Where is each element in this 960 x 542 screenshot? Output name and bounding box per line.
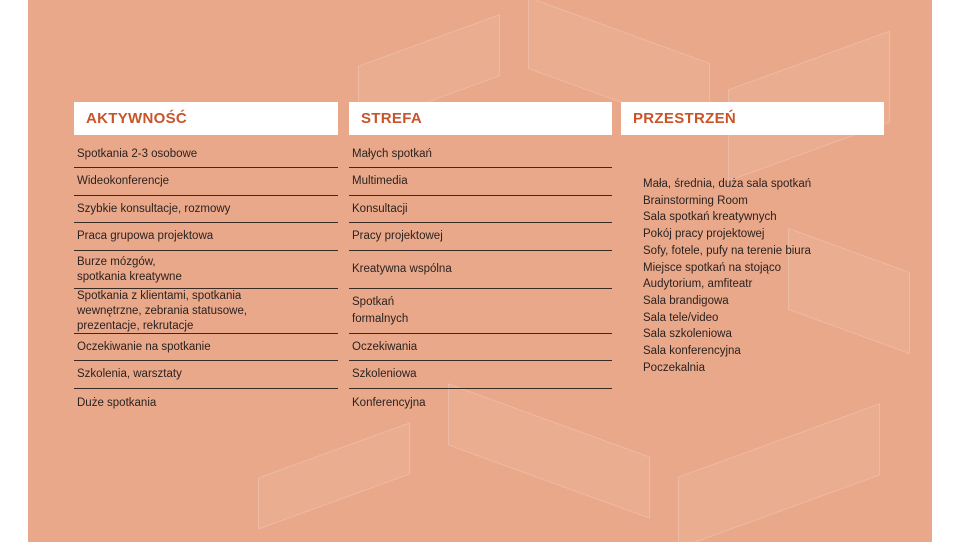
table-row (349, 361, 612, 389)
table-row (74, 389, 338, 417)
zone-cell: Szkoleniowa (352, 368, 417, 380)
zone-header (349, 102, 612, 135)
activity-header (74, 102, 338, 135)
zone-title: STREFA (361, 110, 422, 127)
space-list (643, 176, 811, 376)
activity-cell: Wideokonferencje (77, 175, 170, 187)
activity-cell: Duże spotkania (77, 396, 157, 409)
list-item: Miejsce spotkań na stojąco (643, 261, 782, 274)
activity-cell: Spotkania 2-3 osobowe (77, 147, 198, 160)
table-row (349, 251, 612, 289)
list-item: Audytorium, amfiteatr (643, 278, 753, 291)
list-item: Mała, średnia, duża sala spotkań (643, 178, 812, 190)
table-row (349, 389, 612, 417)
table-row (349, 289, 612, 334)
background-illustration (258, 422, 410, 529)
zone-cell: Konferencyjna (352, 396, 426, 409)
table-row (349, 223, 612, 251)
table-row (349, 334, 612, 361)
table-row (74, 361, 338, 389)
zone-cell: Multimedia (352, 175, 408, 187)
list-item: Sala brandigowa (643, 294, 729, 307)
list-item: Sala spotkań kreatywnych (643, 211, 777, 224)
activity-cell: Szkolenia, warsztaty (77, 368, 182, 380)
zone-cell: Małych spotkań (352, 147, 432, 160)
table-row (74, 168, 338, 196)
zone-cell: Oczekiwania (352, 340, 418, 353)
table-row (349, 141, 612, 168)
zone-cell: Pracy projektowej (352, 230, 443, 242)
background-illustration (678, 403, 880, 542)
table-row (74, 223, 338, 251)
list-item: Sala szkoleniowa (643, 328, 732, 341)
table-row (349, 196, 612, 223)
space-column (621, 102, 884, 135)
activity-cell: Burze mózgów, spotkania kreatywne (77, 255, 182, 283)
zone-cell: Konsultacji (352, 202, 408, 215)
table-row (349, 168, 612, 196)
zone-cell: Spotkań formalnych (352, 296, 409, 325)
activity-cell: Spotkania z klientami, spotkania wewnętrzne, zebrania statusowe, prezentacje, rekrutacje (77, 289, 248, 332)
activity-cell: Praca grupowa projektowa (77, 230, 214, 242)
space-title: PRZESTRZEŃ (633, 110, 737, 127)
table-row (74, 141, 338, 168)
list-item: Sofy, fotele, pufy na terenie biura (643, 244, 811, 257)
zone-column (349, 102, 612, 417)
table-row (74, 251, 338, 289)
list-item: Poczekalnia (643, 361, 706, 374)
list-item: Sala konferencyjna (643, 345, 741, 358)
list-item: Brainstorming Room (643, 194, 748, 207)
slide (28, 0, 932, 542)
table-row (74, 196, 338, 223)
space-header (621, 102, 884, 135)
zone-cell: Kreatywna wspólna (352, 263, 452, 275)
table-row (74, 334, 338, 361)
activity-cell: Szybkie konsultacje, rozmowy (77, 202, 231, 215)
activity-title: AKTYWNOŚĆ (86, 110, 188, 127)
list-item: Pokój pracy projektowej (643, 228, 765, 241)
list-item: Sala tele/video (643, 311, 719, 324)
table-row (74, 289, 338, 334)
activity-cell: Oczekiwanie na spotkanie (77, 340, 211, 353)
activity-column (74, 102, 338, 417)
